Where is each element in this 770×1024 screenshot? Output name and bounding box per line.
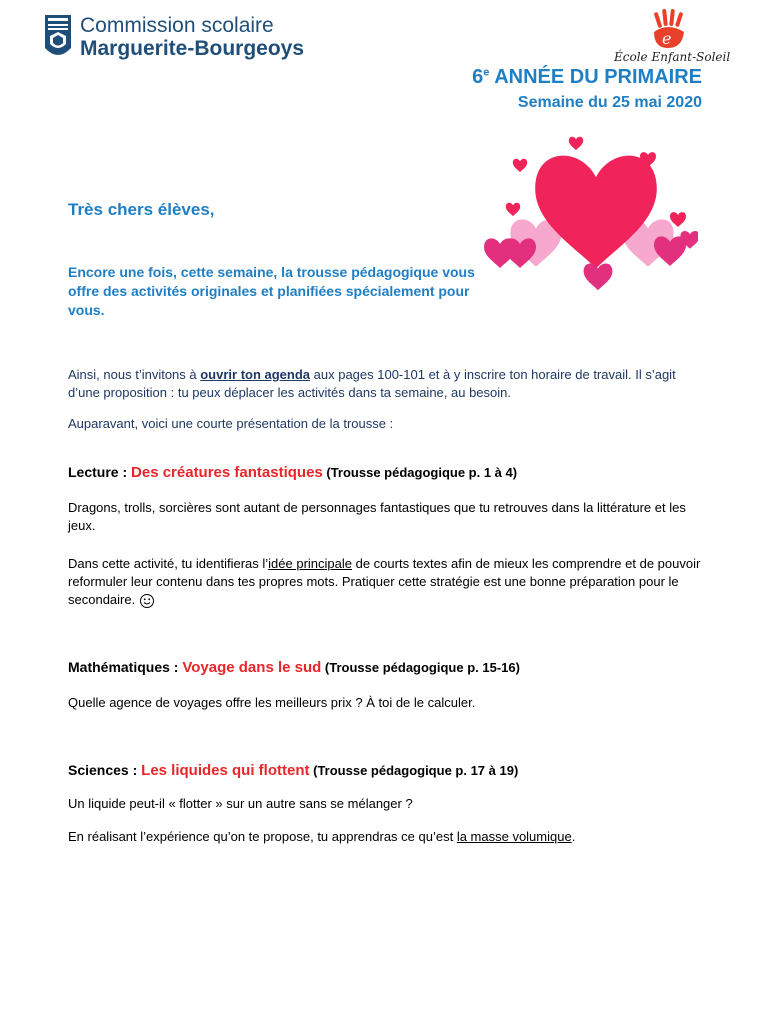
section-heading-lecture: Lecture : Des créatures fantastiques (Trousse pédagogique p. 1 à 4)	[68, 464, 518, 481]
org-name-line2: Marguerite-Bourgeoys	[80, 37, 305, 60]
csmb-logo	[44, 14, 305, 64]
hand-sun-icon	[648, 8, 692, 50]
section-heading-maths: Mathématiques : Voyage dans le sud (Trousse pédagogique p. 15-16)	[68, 659, 520, 676]
section-heading-sciences: Sciences : Les liquides qui flottent (Trousse pédagogique p. 17 à 19)	[68, 762, 519, 779]
greeting: Très chers élèves,	[68, 200, 215, 219]
presentation-paragraph: Auparavant, voici une courte présentation de la trousse :	[68, 416, 394, 431]
smiley-icon	[139, 593, 155, 609]
org-name-line1: Commission scolaire	[80, 14, 274, 37]
lecture-paragraph-1: Dragons, trolls, sorcières sont autant de personnages fantastiques que tu retrouves dans la littérature et les jeux.	[68, 500, 686, 533]
school-name: École Enfant-Soleil	[614, 50, 731, 64]
lecture-paragraph-2: Dans cette activité, tu identifieras l’idée principale de courts textes afin de mieux les comprendre et de pouvoir reformuler leur contenu dans tes propres mots. Pratiquer cette stratégie est une bonne préparation pour le secondaire.	[68, 556, 701, 607]
agenda-paragraph: Ainsi, nous t’invitons à ouvrir ton agenda aux pages 100-101 et à y inscrire ton horaire de travail. Il s’agit d’une proposition : tu peux déplacer les activités dans ta semaine, au besoin.	[68, 367, 676, 400]
week-label: Semaine du 25 mai 2020	[517, 94, 702, 111]
sciences-paragraph-2: En réalisant l’expérience qu’on te propose, tu apprendras ce qu’est la masse volumique.	[68, 829, 576, 844]
school-logo	[612, 8, 732, 68]
agenda-link: ouvrir ton agenda	[200, 367, 311, 382]
hearts-icon	[478, 128, 698, 298]
intro-text: Encore une fois, cette semaine, la trousse pédagogique vous offre des activités originales et planifiées spécialement pour vous.	[68, 264, 475, 318]
grade-title: 6e ANNÉE DU PRIMAIRE	[472, 66, 702, 88]
shield-icon	[44, 14, 72, 62]
svg-text:e: e	[662, 29, 672, 48]
maths-paragraph-1: Quelle agence de voyages offre les meilleurs prix ? À toi de le calculer.	[68, 695, 476, 710]
sciences-paragraph-1: Un liquide peut-il « flotter » sur un autre sans se mélanger ?	[68, 796, 413, 811]
